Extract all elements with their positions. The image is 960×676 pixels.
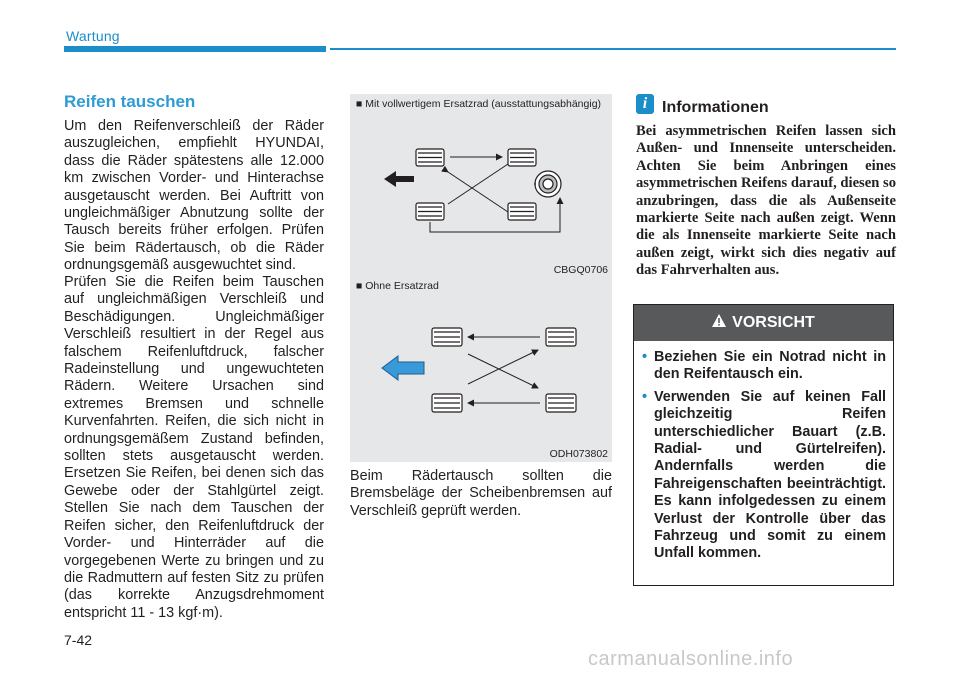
header-bar — [64, 46, 326, 52]
caution-item: • Beziehen Sie ein Notrad nicht in den Reifentausch ein. — [642, 349, 886, 383]
tire-front-left — [416, 149, 444, 166]
section-label: Wartung — [66, 28, 120, 44]
tire-front-left — [432, 328, 462, 346]
figure-caption: ■ Mit vollwertigem Ersatzrad (ausstattungsabhängig) — [356, 98, 602, 110]
caution-title: VORSICHT — [732, 314, 815, 331]
caution-item: • Verwenden Sie auf keinen Fall gleichzeitig Reifen unterschiedlicher Bauart (z.B. Radial- und Gürtelreifen). Andernfalls werden die Fahreigenschaften beeinträchtigt. Es kann infolgedessen zu einem Verlust der Kontrolle über das Fahrzeug und somit zu einem Unfall kommen. — [642, 388, 886, 562]
caution-list — [642, 349, 886, 568]
tire-rotation-diagram-with-spare — [350, 94, 612, 278]
figure-code: ODH073802 — [549, 448, 608, 460]
tire-front-right — [508, 149, 536, 166]
info-title: Informationen — [662, 99, 769, 116]
section-heading: Reifen tauschen — [64, 92, 196, 111]
figure-code: CBGQ0706 — [553, 264, 608, 276]
bullet-icon: • — [642, 349, 648, 365]
rotation-arrows — [468, 337, 540, 403]
bullet-icon: • — [642, 388, 648, 405]
figure-without-spare — [350, 276, 612, 462]
figure-with-spare — [350, 94, 612, 278]
warning-triangle-icon — [712, 305, 726, 341]
caution-box — [633, 304, 894, 586]
tire-rear-right — [546, 394, 576, 412]
info-text: Bei asymmetrischen Reifen lassen sich Außen- und Innenseite unterscheiden. Achten Sie beim Anbringen eines asymmetrischen Reifens darauf, diesen so anzubringen, dass die als Außenseite markierte Seite nach außen zeigt. Wenn die als Innenseite markierte Seite nach außen zeigt, wirkt sich dies negativ auf das Fahrverhalten aus. — [636, 123, 896, 279]
paragraph-intro: Um den Reifenverschleiß der Räder auszugleichen, empfiehlt HYUNDAI, dass die Räder spätestens alle 12.000 km zwischen Vorder- und Hinterachse ausgetauscht werden. Bei Auftritt von ungleichmäßiger Abnutzung sollte der Tausch bereits früher erfolgen. Prüfen Sie beim Rädertausch, ob die Räder ordnungsgemäß ausgewuchtet sind. — [64, 118, 324, 274]
tire-rear-right — [508, 203, 536, 220]
caution-header — [634, 305, 893, 341]
paragraph-inspection: Prüfen Sie die Reifen beim Tauschen auf ungleichmäßigen Verschleiß und Beschädigungen. Ungleichmäßiger Verschleiß resultiert in der Regel aus falschem Reifenluftdruck, falscher Radeinstellung und ungewuchteten Rädern. Weitere Ursachen sind extremes Bremsen und schnelle Kurvenfahrten. Reifen, die sich nicht in ordnungsgemäßem Zustand befinden, sollten stets ausgetauscht werden. Ersetzen Sie Reifen, bei denen sich das Gewebe oder der Stahlgürtel zeigt. Stellen Sie nach dem Tauschen der Reifen sicher, den Reifenluftdruck der Vorder- und Hinterräder auf die vorgegebenen Werte zu bringen und zu die Radmuttern auf festen Sitz zu prüfen (das korrekte Anzugsdrehmoment entspricht 11 - 13 kgf·m). — [64, 274, 324, 621]
tire-rear-left — [416, 203, 444, 220]
tire-rear-left — [432, 394, 462, 412]
figure-caption: ■ Ohne Ersatzrad — [356, 280, 439, 292]
direction-arrow — [384, 171, 414, 187]
watermark: carmanualsonline.info — [588, 648, 794, 670]
paragraph-brakes: Beim Rädertausch sollten die Bremsbeläge der Scheibenbremsen auf Verschleiß geprüft werden. — [350, 468, 612, 519]
direction-arrow — [382, 356, 424, 380]
tire-front-right — [546, 328, 576, 346]
tire-rotation-diagram-no-spare — [350, 276, 612, 462]
header-rule — [330, 48, 896, 50]
info-icon: i — [636, 94, 654, 114]
spare-tire — [535, 171, 561, 197]
page-number: 7-42 — [64, 632, 93, 648]
